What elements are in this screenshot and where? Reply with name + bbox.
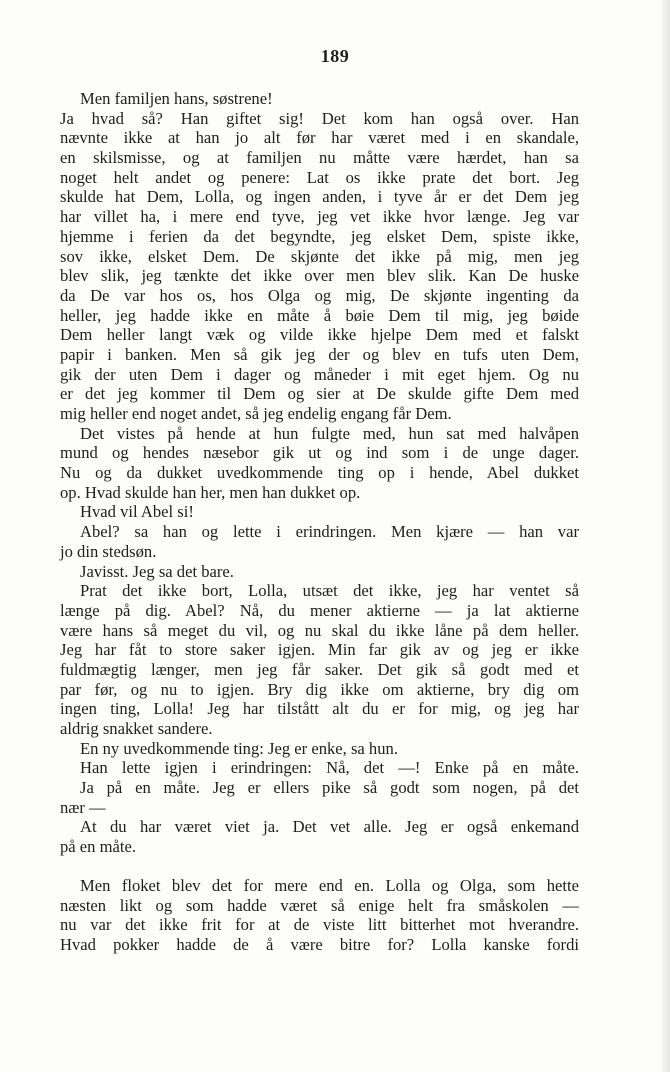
text-line: Ja hvad så? Han giftet sig! Det kom han også over. Han: [60, 108, 579, 128]
text-line: mund og hendes næsebor gik ut og ind som i de unge dager.: [60, 443, 579, 463]
text-line: Dem heller langt væk og vilde ikke hjelpe Dem med et falskt: [60, 325, 579, 345]
text-line: Prat det ikke bort, Lolla, utsæt det ikke, jeg har ventet så: [80, 581, 579, 601]
text-line: En ny uvedkommende ting: Jeg er enke, sa hun.: [80, 738, 398, 758]
text-line: næsten likt og som hadde været så enige helt fra småskolen —: [60, 895, 579, 915]
text-line: Ja på en måte. Jeg er ellers pike så godt som nogen, på det: [80, 778, 579, 798]
text-line: op. Hvad skulde han her, men han dukket op.: [60, 482, 361, 502]
paragraph-gap: [60, 857, 579, 876]
text-line: Abel? sa han og lette i erindringen. Men kjære — han var: [80, 522, 579, 542]
text-line: jo din stedsøn.: [60, 541, 157, 561]
text-line: Men floket blev det for mere end en. Lolla og Olga, som hette: [80, 875, 579, 895]
text-line: da De var hos os, hos Olga og mig, De skjønte ingenting da: [60, 285, 579, 305]
text-line: ingen ting, Lolla! Jeg har tilstått alt du er for mig, og jeg har: [60, 699, 579, 719]
text-line: heller, jeg hadde ikke en måte å bøie Dem til mig, jeg bøide: [60, 305, 579, 325]
text-line: nær —: [60, 797, 106, 817]
text-line: har villet ha, i mere end tyve, jeg vet ikke hvor længe. Jeg var: [60, 207, 579, 227]
text-line: gik der uten Dem i dager og måneder i mit eget hjem. Og nu: [60, 364, 579, 384]
text-line: Men familjen hans, søstrene!: [80, 89, 273, 108]
text-line: være hans så meget du vil, og nu skal du ikke låne på dem heller.: [60, 620, 579, 640]
text-line: nævnte ikke at han jo alt før har været med i en skandale,: [60, 128, 579, 148]
body-text: [60, 89, 579, 955]
text-line: papir i banken. Men så gik jeg der og blev en tufs uten Dem,: [60, 344, 579, 364]
text-line: par før, og nu to igjen. Bry dig ikke om aktierne, bry dig om: [60, 679, 579, 699]
text-line: fuldmægtig længer, men jeg får saker. Det gik så godt med et: [60, 659, 579, 679]
page-edge-shadow: [662, 0, 670, 1072]
text-line: blev slik, jeg tænkte det ikke over men blev slik. Kan De huske: [60, 266, 579, 286]
page-number: 189: [320, 46, 350, 66]
text-line: skulde hat Dem, Lolla, og ingen anden, i tyve år er det Dem jeg: [60, 187, 579, 207]
text-line: mig heller end noget andet, så jeg endelig engang får Dem.: [60, 404, 452, 423]
text-line: Jeg har fåt to store saker igjen. Min far gik av og jeg er ikke: [60, 640, 579, 660]
text-line: længe på dig. Abel? Nå, du mener aktierne — ja lat aktierne: [60, 600, 579, 620]
text-line: Hvad vil Abel si!: [80, 502, 194, 522]
text-line: på en måte.: [60, 837, 137, 857]
text-line: Javisst. Jeg sa det bare.: [80, 561, 234, 581]
text-line: en skilsmisse, og at familjen nu måtte være hærdet, han sa: [60, 148, 579, 168]
text-line: nu var det ikke frit for at de viste litt bitterhet mot hverandre.: [60, 915, 579, 935]
text-line: er det jeg kommer til Dem og sier at De skulde gifte Dem med: [60, 384, 579, 404]
text-line: aldrig snakket sandere.: [60, 719, 213, 738]
text-line: noget helt andet og penere: Lat os ikke prate det bort. Jeg: [60, 167, 579, 187]
text-line: Nu og da dukket uvedkommende ting op i hende, Abel dukket: [60, 463, 579, 483]
text-line: At du har været viet ja. Det vet alle. Jeg er også enkemand: [80, 817, 579, 837]
text-line: Han lette igjen i erindringen: Nå, det —! Enke på en måte.: [80, 758, 579, 778]
text-line: Det vistes på hende at hun fulgte med, hun sat med halvåpen: [80, 423, 579, 443]
text-line: sov ikke, elsket Dem. De skjønte det ikke på mig, men jeg: [60, 246, 579, 266]
text-line: Hvad pokker hadde de å være bitre for? Lolla kanske fordi: [60, 934, 579, 954]
text-line: hjemme i ferien da det begyndte, jeg elsket Dem, spiste ikke,: [60, 226, 579, 246]
